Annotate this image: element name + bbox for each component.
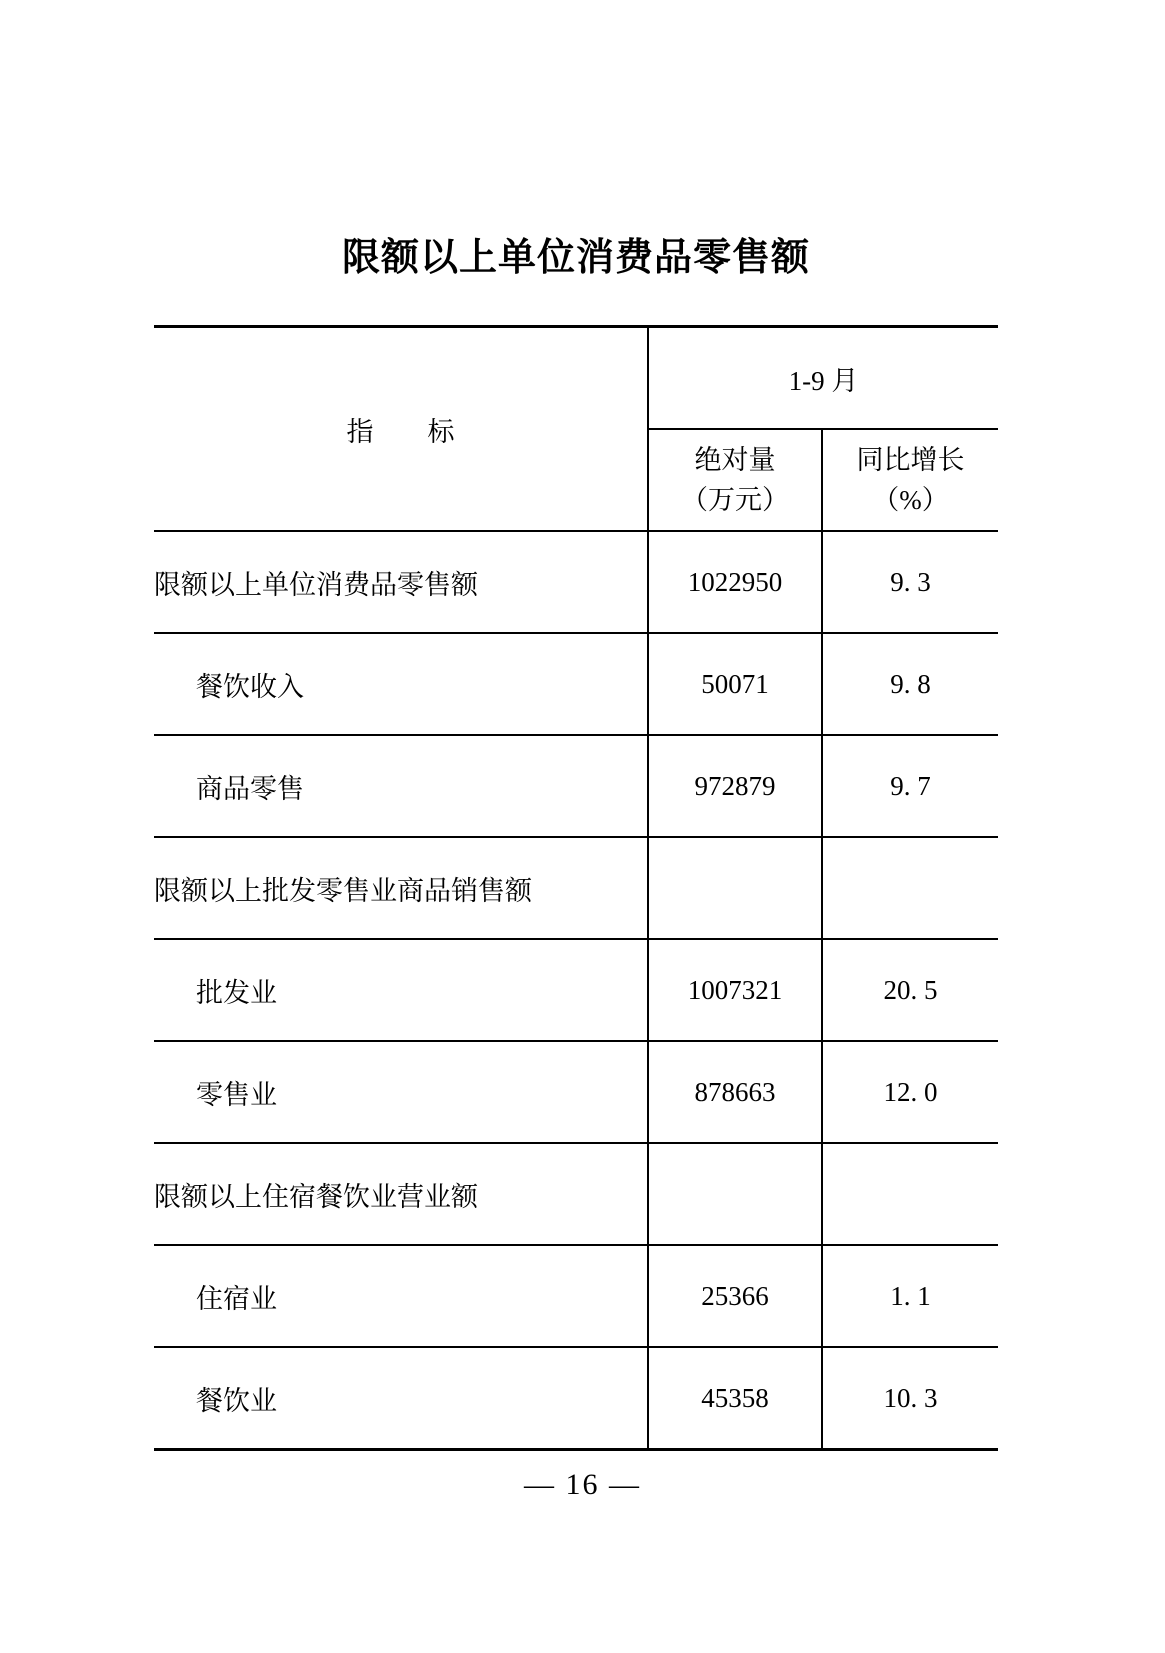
row-growth-value: 20. 5 — [822, 939, 998, 1041]
table-row — [154, 735, 998, 837]
row-growth-value — [822, 837, 998, 939]
growth-header-line2: （%） — [872, 485, 949, 515]
row-label: 限额以上住宿餐饮业营业额 — [154, 1143, 648, 1245]
row-absolute-value: 1022950 — [648, 531, 822, 633]
row-absolute-value: 972879 — [648, 735, 822, 837]
row-absolute-value: 1007321 — [648, 939, 822, 1041]
table-body — [154, 531, 998, 1450]
table-header — [154, 327, 998, 532]
row-growth-value: 9. 3 — [822, 531, 998, 633]
page-number: — 16 — — [524, 1468, 641, 1501]
indicator-header-cell: 指 标 — [154, 327, 648, 532]
row-growth-value: 9. 8 — [822, 633, 998, 735]
table-row — [154, 1245, 998, 1347]
absolute-header-line2: （万元） — [681, 485, 789, 515]
row-label: 餐饮收入 — [154, 633, 648, 735]
row-label: 商品零售 — [154, 735, 648, 837]
row-label: 餐饮业 — [154, 1347, 648, 1450]
absolute-column-header — [648, 429, 822, 531]
row-label: 住宿业 — [154, 1245, 648, 1347]
row-label: 限额以上批发零售业商品销售额 — [154, 837, 648, 939]
row-label: 零售业 — [154, 1041, 648, 1143]
row-absolute-value — [648, 1143, 822, 1245]
row-label: 限额以上单位消费品零售额 — [154, 531, 648, 633]
table-row — [154, 837, 998, 939]
table-row — [154, 1143, 998, 1245]
row-growth-value: 12. 0 — [822, 1041, 998, 1143]
row-absolute-value — [648, 837, 822, 939]
table-row — [154, 1347, 998, 1450]
growth-header-line1: 同比增长 — [856, 445, 965, 475]
header-row-period — [154, 327, 998, 430]
table-row — [154, 633, 998, 735]
page-title: 限额以上单位消费品零售额 — [341, 237, 810, 279]
absolute-header-line1: 绝对量 — [694, 445, 776, 475]
table-row — [154, 1041, 998, 1143]
row-absolute-value: 45358 — [648, 1347, 822, 1450]
table-row — [154, 531, 998, 633]
row-growth-value: 10. 3 — [822, 1347, 998, 1450]
table-row — [154, 939, 998, 1041]
row-growth-value — [822, 1143, 998, 1245]
row-growth-value: 9. 7 — [822, 735, 998, 837]
row-absolute-value: 878663 — [648, 1041, 822, 1143]
row-absolute-value: 25366 — [648, 1245, 822, 1347]
growth-column-header — [822, 429, 998, 531]
row-label: 批发业 — [154, 939, 648, 1041]
period-header-cell: 1-9 月 — [648, 327, 998, 430]
retail-sales-table — [154, 325, 998, 1451]
row-absolute-value: 50071 — [648, 633, 822, 735]
row-growth-value: 1. 1 — [822, 1245, 998, 1347]
